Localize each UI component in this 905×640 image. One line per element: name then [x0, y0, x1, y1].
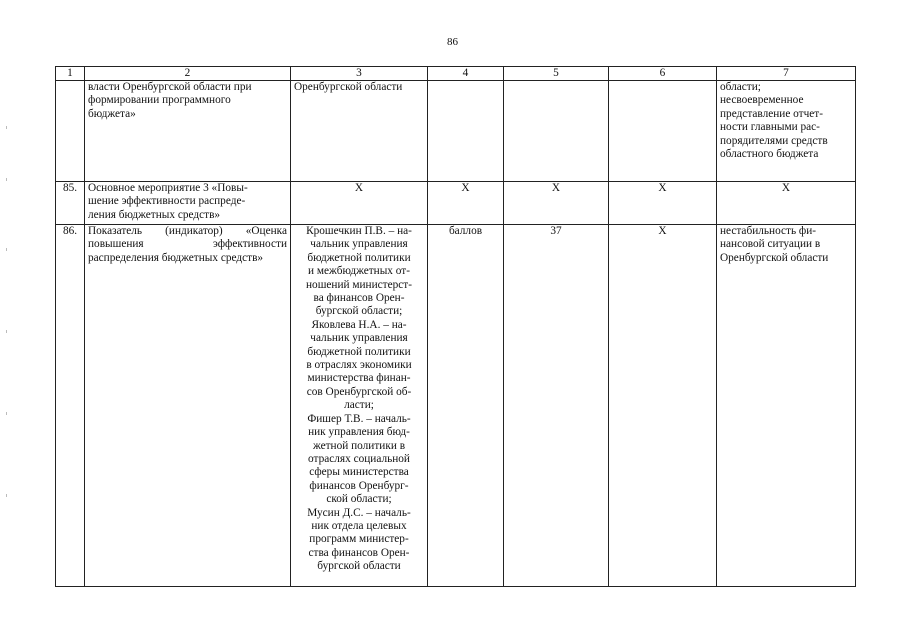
header-cell: 6 [609, 67, 717, 81]
page-number: 86 [447, 36, 458, 48]
value-cell: 37 [504, 225, 609, 587]
table-row [56, 182, 856, 225]
scan-edge-mark [6, 330, 7, 333]
table-row [56, 81, 856, 182]
header-cell: 3 [291, 67, 428, 81]
unit-cell: X [428, 182, 504, 225]
name-cell: Показатель (индикатор) «Оценка повышения эффективности распределения бюджетных средств» [85, 225, 291, 587]
table-row [56, 225, 856, 587]
unit-cell: баллов [428, 225, 504, 587]
col6-cell [609, 81, 717, 182]
header-cell: 2 [85, 67, 291, 81]
risk-cell [717, 81, 856, 182]
value-cell [504, 81, 609, 182]
header-cell: 1 [56, 67, 85, 81]
col6-cell: X [609, 225, 717, 587]
name-cell [85, 182, 291, 225]
col6-cell: X [609, 182, 717, 225]
responsible-cell [291, 81, 428, 182]
scan-edge-mark [6, 126, 7, 129]
scan-edge-mark [6, 178, 7, 181]
name-cell [85, 81, 291, 182]
scan-edge-mark [6, 412, 7, 415]
header-cell: 4 [428, 67, 504, 81]
risk-text: области; несвоевременное представление отчет- ности главными рас- порядителями средств областного бюджета [720, 81, 828, 161]
header-cell: 5 [504, 67, 609, 81]
row-number-cell: 85. [56, 182, 85, 225]
value-cell: X [504, 182, 609, 225]
table-header-row [56, 67, 856, 81]
responsible-cell: X [291, 182, 428, 225]
name-text: Основное мероприятие 3 «Повы- шение эффективности распреде- ления бюджетных средств» [88, 182, 248, 221]
risk-cell [717, 225, 856, 587]
program-indicators-table [55, 66, 856, 587]
header-cell: 7 [717, 67, 856, 81]
unit-cell [428, 81, 504, 182]
risk-cell: X [717, 182, 856, 225]
row-number-cell: 86. [56, 225, 85, 587]
responsible-text: Оренбургской области [294, 81, 403, 93]
scan-edge-mark [6, 248, 7, 251]
scan-edge-mark [6, 494, 7, 497]
row-number-cell [56, 81, 85, 182]
responsible-text: Крошечкин П.В. – на- чальник управления бюджетной политики и межбюджетных от- ношений министерст- ва финансов Орен- бургской области; Яковлева Н.А. – на- чальник управления бюджетной политики в отраслях экономики министерства финан- сов Оренбургской об- ласти; Фишер Т.В. – началь- ник управления бюд- жетной политики в отраслях социальной сферы министерства финансов Оренбург- ской области; Мусин Д.С. – началь- ник отдела целевых программ министер- ства финансов Орен- бургской области [306, 225, 412, 573]
name-text: власти Оренбургской области при формировании программного бюджета» [88, 81, 252, 120]
responsible-cell [291, 225, 428, 587]
risk-text: нестабильность фи- нансовой ситуации в Оренбургской области [720, 225, 829, 264]
